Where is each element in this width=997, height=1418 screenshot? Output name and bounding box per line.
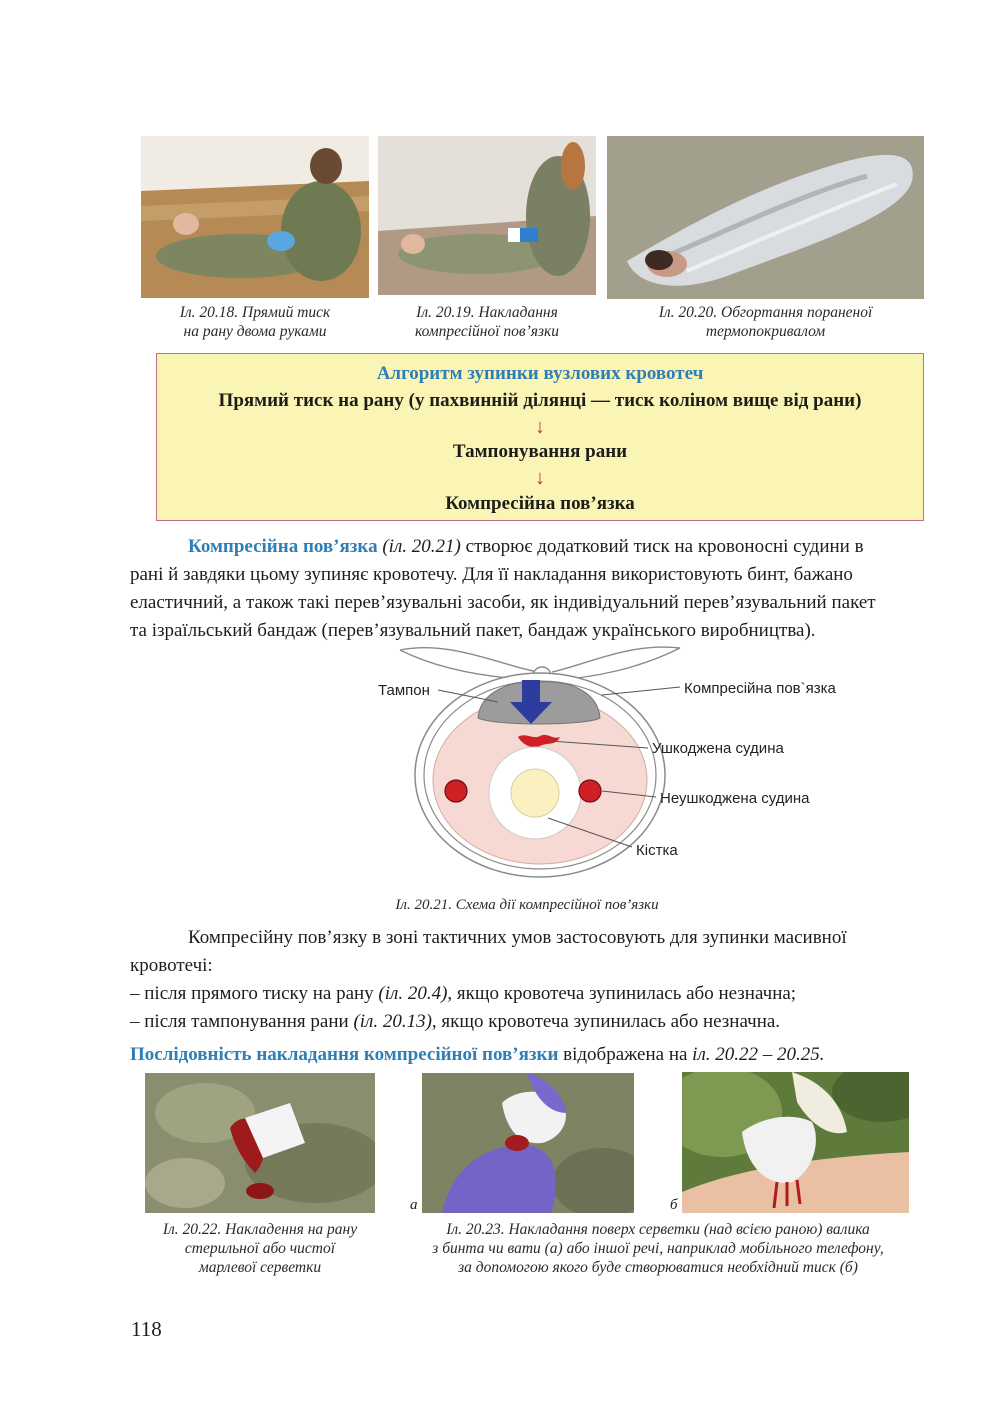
sequence-line: Послідовність накладання компресійної пов’язки відображена на іл. 20.22 – 20.25. (130, 1044, 825, 1065)
figure-ref: (іл. 20.21) (382, 536, 461, 557)
sub-label-a: а (410, 1197, 418, 1213)
sub-label-b: б (670, 1197, 678, 1213)
algorithm-step-1: Прямий тиск на рану (у пахвинній ділянці — тиск коліном вище від рани) (218, 390, 862, 411)
caption-20-19: Іл. 20.19. Накладання компресійної пов’язки (414, 304, 560, 340)
algorithm-step-2: Тампонування рани (452, 441, 628, 462)
caption-20-21: Іл. 20.21. Схема дії компресійної пов’язки (395, 897, 659, 913)
caption-20-22: Іл. 20.22. Накладення на рану стерильної або чистої марлевої серветки (162, 1221, 358, 1276)
caption-20-23: Іл. 20.23. Накладання поверх серветки (над всією раною) валика з бинта чи вати (а) або іншої речі, наприклад мобільного телефону, за допомогою якого буде створюватися необхідний тиск (б) (432, 1221, 884, 1276)
list-item: – після тампонування рани (іл. 20.13), якщо кровотеча зупинилась або незначна. (130, 1011, 781, 1032)
photo-compression-bandage (378, 136, 596, 295)
algorithm-title: Алгоритм зупинки вузлових кровотеч (376, 363, 704, 384)
compression-scheme-diagram (370, 640, 850, 886)
term-sequence: Послідовність накладання компресійної пов’язки (130, 1044, 559, 1065)
algorithm-box (156, 353, 924, 521)
photo-phone-pressure (682, 1072, 909, 1213)
arrow-down-icon: ↓ (535, 416, 545, 438)
term-compression-bandage: Компресійна пов’язка (188, 536, 378, 557)
undamaged-vessel-right (579, 780, 601, 802)
arrow-down-icon: ↓ (535, 467, 545, 489)
algorithm-step-3: Компресійна пов’язка (445, 493, 635, 514)
photo-roll-over-napkin (422, 1073, 634, 1213)
photo-thermal-blanket (607, 136, 924, 299)
photo-sterile-napkin (145, 1073, 375, 1213)
bone-marrow (511, 769, 559, 817)
label-damaged-vessel: Ушкоджена судина (652, 740, 784, 757)
paragraph-compression: Компресійна пов’язка (іл. 20.21) створює додатковий тиск на кровоносні судини в рані й завдяки цьому зупиняє кровотечу. Для її накладання використовують бинт, бажано еластичний, а також такі перев’язувальні засоби, як індивідуальний перев’язувальний пакет та ізраїльський бандаж (перев’язувальний пакет, бандаж українського виробництва). (130, 536, 876, 641)
page-number: 118 (131, 1317, 162, 1341)
label-bone: Кістка (636, 842, 678, 859)
list-item: – після прямого тиску на рану (іл. 20.4), якщо кровотеча зупинилась або незначна; (130, 983, 797, 1004)
paragraph-usage: Компресійну пов’язку в зоні тактичних умов застосовують для зупинки масивної кровотечі: – після прямого тиску на рану (іл. 20.4), якщо кровотеча зупинилась або незначна; – після тампонування рани (іл. 20.13), якщо кровотеча зупинилась або незначна. (130, 924, 924, 1036)
label-undamaged-vessel: Неушкоджена судина (660, 790, 810, 807)
caption-20-18: Іл. 20.18. Прямий тиск на рану двома руками (179, 304, 331, 340)
label-tampon: Тампон (378, 682, 430, 699)
photo-direct-pressure (141, 136, 369, 298)
label-compression-bandage: Компресійна пов`язка (684, 680, 836, 697)
undamaged-vessel-left (445, 780, 467, 802)
caption-20-20: Іл. 20.20. Обгортання пораненої термопокривалом (658, 304, 873, 340)
